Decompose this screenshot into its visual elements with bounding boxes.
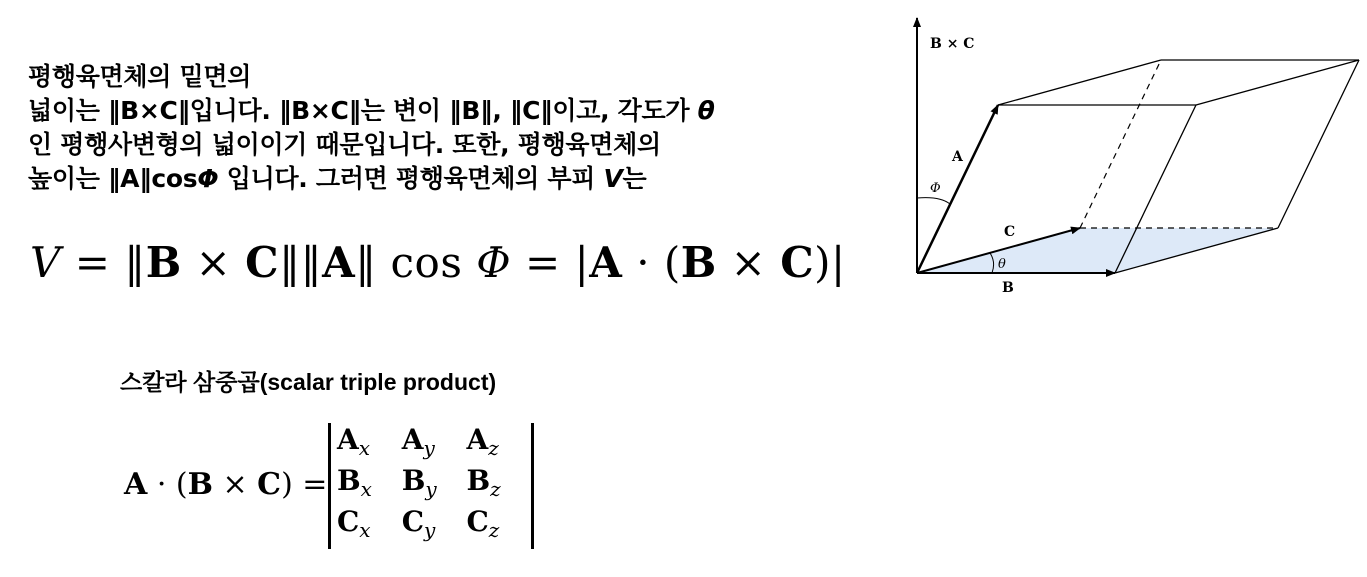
edge — [1278, 60, 1359, 228]
matrix-row-c — [337, 503, 531, 544]
para-line-4c: 는 — [622, 164, 647, 193]
theta-symbol: θ — [697, 96, 715, 125]
para-line-1: 평행육면체의 밑면의 — [28, 62, 252, 91]
label-theta: θ — [998, 257, 1006, 272]
lhs-c: C — [257, 467, 282, 502]
label-bxc: B × C — [930, 36, 975, 52]
determinant-lhs — [124, 467, 327, 502]
matrix-cell: $A_x$ — [337, 423, 371, 460]
explanation-paragraph — [28, 60, 908, 196]
matrix-cell: $B_x$ — [337, 464, 372, 501]
base-parallelogram — [917, 228, 1278, 273]
matrix-cell: $B_z$ — [466, 464, 501, 501]
eq-c-2: C — [780, 238, 815, 287]
eq-norm-mid: ‖‖ — [279, 238, 323, 287]
matrix-cell: $A_z$ — [466, 423, 499, 460]
lhs-close: ) = — [281, 467, 328, 502]
para-line-4b: 입니다. 그러면 평행육면체의 부피 — [226, 164, 596, 193]
para-line-2 — [28, 94, 908, 128]
phi-arc — [917, 198, 950, 204]
eq-a: A — [322, 238, 356, 287]
matrix-row-b — [337, 462, 531, 503]
eq-times-2: × — [716, 238, 781, 287]
para-line-4 — [28, 162, 908, 196]
eq-part-1: = ‖ — [60, 238, 146, 287]
eq-phi: Φ — [476, 238, 512, 287]
matrix-cell: $C_z$ — [466, 505, 500, 542]
v-symbol: V — [603, 164, 623, 193]
lhs-a: A — [124, 467, 148, 502]
matrix-table — [337, 421, 531, 544]
eq-times-1: × — [181, 238, 246, 287]
label-phi: Φ — [930, 181, 941, 196]
lhs-times: × — [212, 467, 258, 502]
matrix-cell: $A_y$ — [401, 423, 435, 460]
lhs-dot: · ( — [147, 467, 188, 502]
determinant-matrix — [328, 423, 534, 549]
eq-dot: · ( — [622, 238, 681, 287]
label-a: A — [952, 149, 963, 165]
eq-b-2: B — [680, 238, 717, 287]
lhs-b: B — [187, 467, 213, 502]
eq-a-2: A — [589, 238, 623, 287]
parallelepiped-diagram — [900, 8, 1362, 308]
label-b: B — [1002, 280, 1014, 296]
para-line-3: 인 평행사변형의 넓이이기 때문입니다. 또한, 평행육면체의 — [28, 130, 661, 159]
matrix-row-a — [337, 421, 531, 462]
edge — [1196, 60, 1359, 105]
eq-b: B — [145, 238, 182, 287]
matrix-cell: $C_y$ — [401, 505, 436, 542]
para-line-2-text: 넓이는 ‖B×C‖입니다. ‖B×C‖는 변이 ‖B‖, ‖C‖이고, 각도가 — [28, 96, 690, 125]
label-c: C — [1004, 224, 1016, 240]
para-line-4a: 높이는 ‖A‖cos — [28, 164, 198, 193]
matrix-cell: $B_y$ — [401, 464, 437, 501]
eq-v: V — [30, 238, 61, 287]
triple-product-title: 스칼라 삼중곱(scalar triple product) — [120, 369, 497, 395]
eq-c: C — [245, 238, 280, 287]
eq-cos: ‖ cos — [355, 238, 477, 287]
volume-equation — [30, 238, 846, 287]
matrix-cell: $C_x$ — [337, 505, 371, 542]
phi-symbol: Φ — [197, 164, 219, 193]
eq-part-2: = | — [511, 238, 590, 287]
eq-close: )| — [814, 238, 846, 287]
edge — [998, 60, 1161, 105]
